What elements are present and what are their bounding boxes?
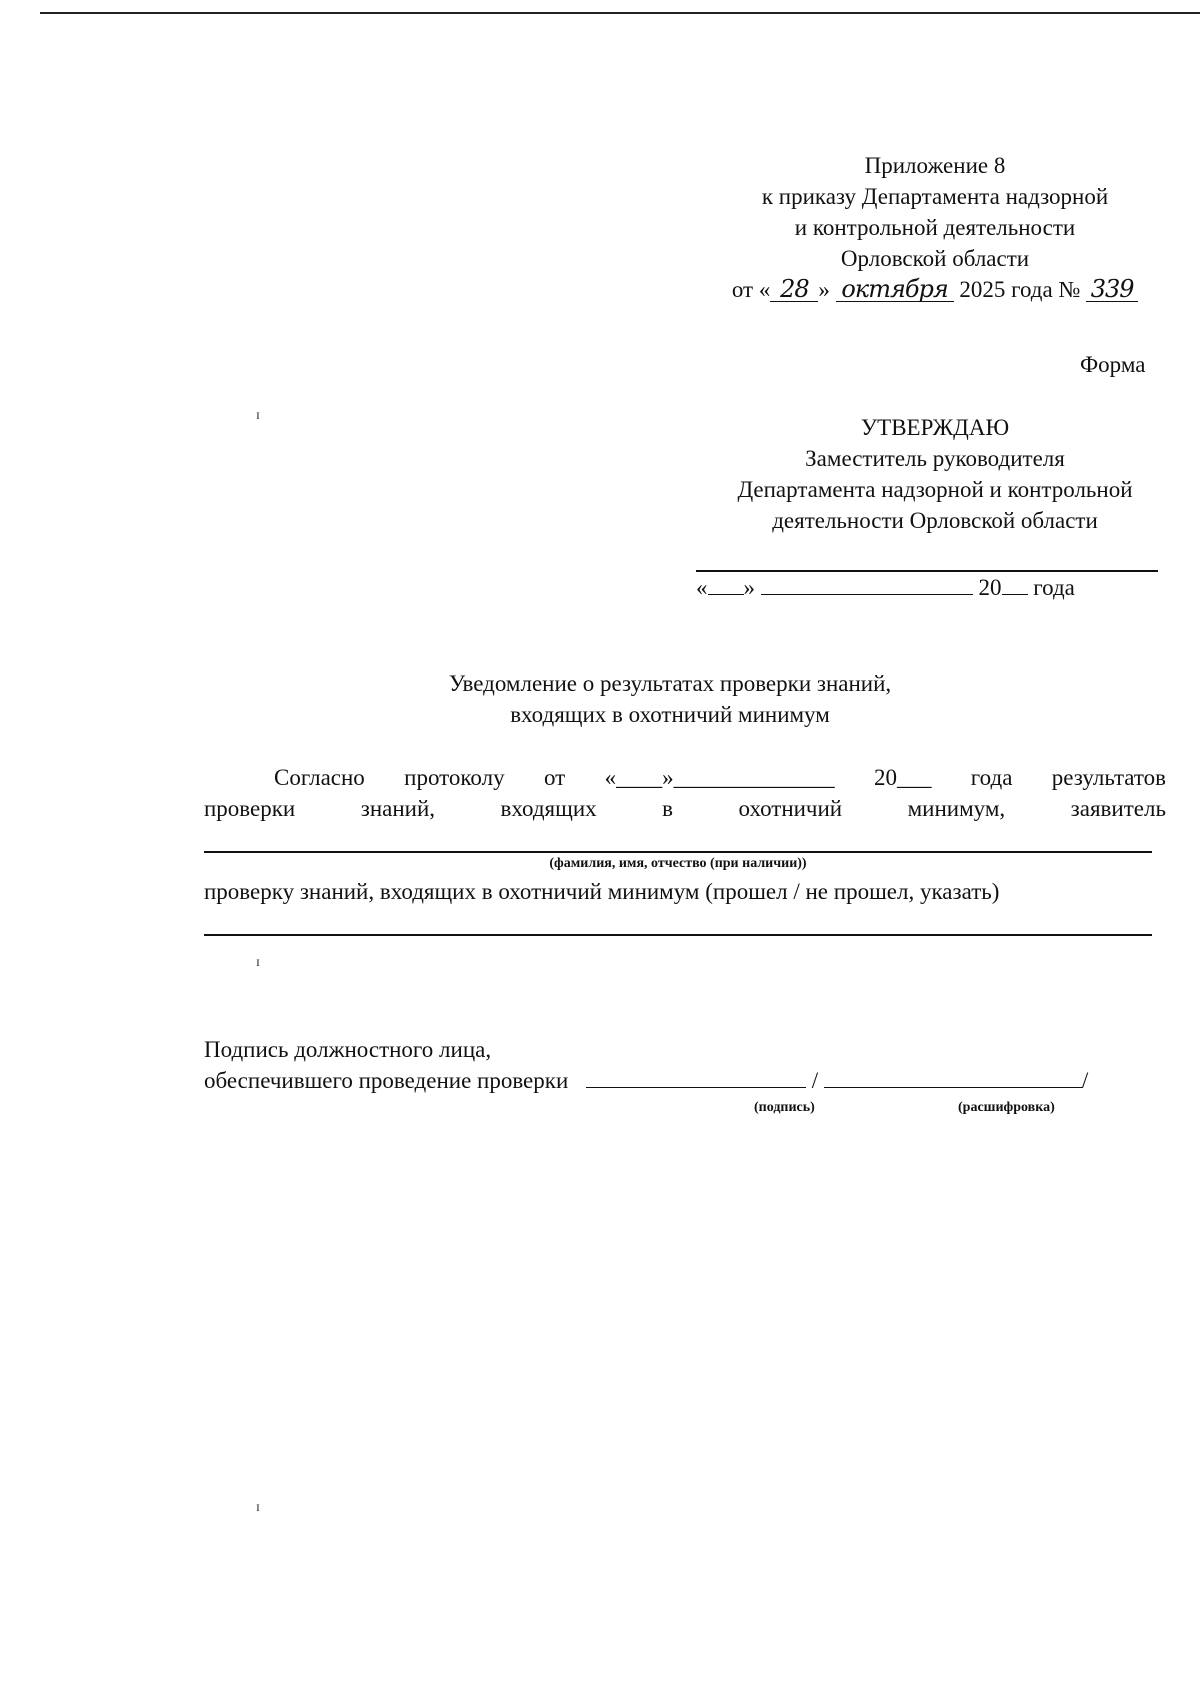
body-line-1 (204, 762, 1166, 793)
body-word: Согласно (274, 765, 365, 790)
body-word: охотничий (738, 796, 843, 821)
body-word: заявитель (1070, 796, 1166, 821)
appendix-date-line (690, 274, 1180, 305)
form-label: Форма (1080, 352, 1146, 377)
applicant-name-caption: (фамилия, имя, отчество (при наличии)) (549, 856, 807, 871)
result-line (204, 934, 1152, 936)
notice-title-line1: Уведомление о результатах проверки знаний, (448, 671, 892, 696)
appendix-header (690, 150, 1180, 305)
approve-year-prefix: 20 (978, 575, 1002, 600)
date-day-handwritten: 28 (770, 277, 818, 302)
scan-speck: ɪ (256, 955, 260, 970)
notice-title (330, 668, 1010, 730)
scan-speck: ɪ (256, 408, 260, 423)
body-line-3: проверку знаний, входящих в охотничий минимум (прошел / не прошел, указать) (204, 879, 1000, 904)
signature-slash-1: / (811, 1068, 819, 1093)
approve-position: Заместитель руководителя (805, 446, 1065, 471)
date-prefix: от « (731, 277, 771, 302)
date-year: 2025 года № (959, 277, 1081, 302)
decode-caption: (расшифровка) (958, 1100, 1055, 1115)
approve-title: УТВЕРЖДАЮ (860, 415, 1010, 440)
body-word: в (662, 796, 674, 821)
top-border-line (40, 12, 1200, 14)
body-word: проверки (204, 796, 296, 821)
appendix-order-line: к приказу Департамента надзорной (761, 184, 1109, 209)
approve-day-blank (708, 574, 744, 595)
body-paragraph (204, 762, 1166, 824)
signature-label-2: обеспечившего проведение проверки (204, 1068, 569, 1093)
approve-date-close: » (743, 575, 755, 600)
body-word: входящих (500, 796, 597, 821)
signature-blank (586, 1067, 806, 1088)
signature-block (204, 1034, 1088, 1096)
body-line-2 (204, 793, 1166, 824)
approve-year-suffix: года (1033, 575, 1075, 600)
approve-month-blank (761, 574, 973, 595)
approve-dept: Департамента надзорной и контрольной (737, 477, 1133, 502)
appendix-title: Приложение 8 (864, 153, 1006, 178)
body-word: от (543, 765, 566, 790)
date-mid: » (818, 277, 830, 302)
decode-blank (824, 1067, 1082, 1088)
body-word: года (970, 765, 1013, 790)
signature-label-1: Подпись должностного лица, (204, 1037, 492, 1062)
body-word: протоколу (404, 765, 505, 790)
signature-caption: (подпись) (754, 1100, 815, 1115)
body-word: знаний, (360, 796, 436, 821)
approve-year-blank (1002, 574, 1028, 595)
approval-block (690, 412, 1180, 536)
approve-region: деятельности Орловской области (772, 508, 1098, 533)
approve-date-line (696, 572, 1075, 603)
approve-date-open: « (696, 575, 708, 600)
order-number-handwritten: 339 (1086, 277, 1138, 302)
appendix-dept-line: и контрольной деятельности (794, 215, 1076, 240)
applicant-name-line (204, 851, 1152, 853)
body-word: минимум, (907, 796, 1006, 821)
appendix-region-line: Орловской области (840, 246, 1030, 271)
scan-speck: ɪ (256, 1500, 260, 1515)
date-month-handwritten: октября (836, 277, 954, 302)
signature-slash-2: / (1081, 1068, 1089, 1093)
notice-title-line2: входящих в охотничий минимум (510, 702, 830, 727)
protocol-date-blank: «____»______________ (604, 765, 835, 790)
body-word: результатов (1051, 765, 1166, 790)
signature-row (204, 1065, 1088, 1096)
protocol-year-blank: 20___ (873, 765, 932, 790)
